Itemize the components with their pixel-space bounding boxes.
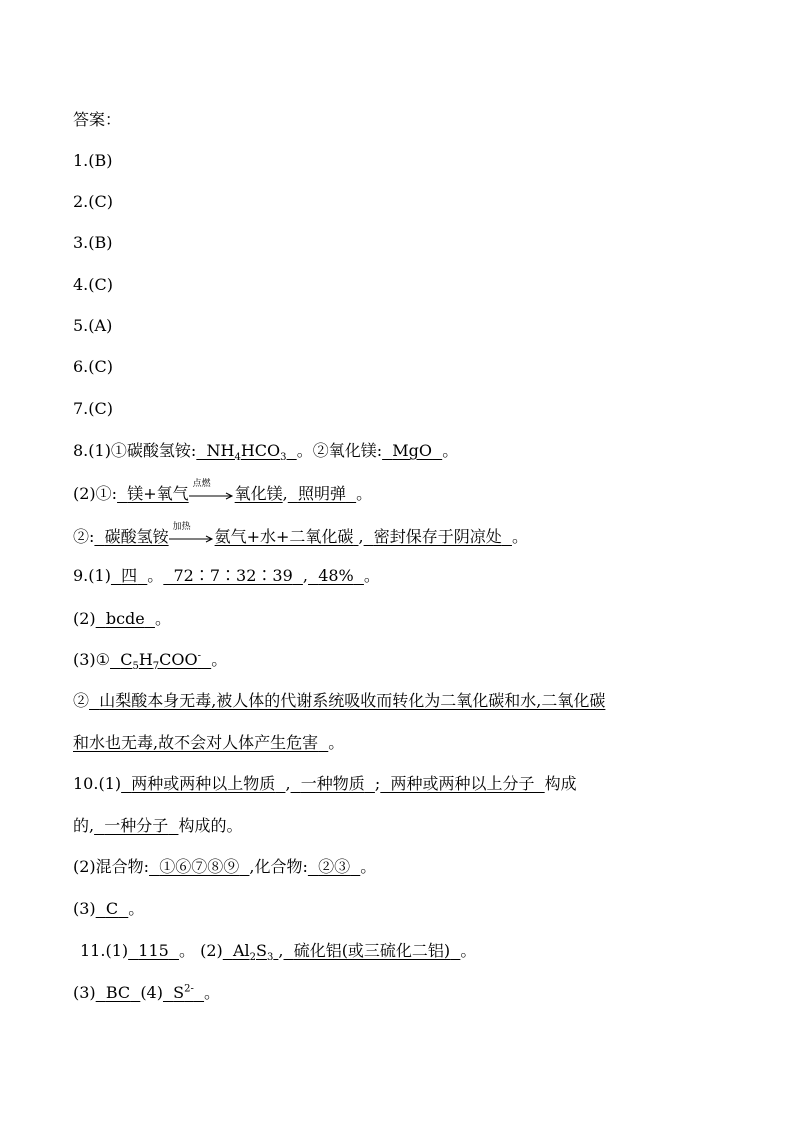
answer-blank: ①⑥⑦⑧⑨ <box>159 857 240 876</box>
answer-10-line-4 <box>73 899 144 919</box>
formula-blank: $C_5H_7COO^-$ <box>120 650 202 673</box>
text: 。 <box>360 857 377 876</box>
answer-blank: BC <box>105 983 131 1002</box>
answer-blank: $NH_4HCO_3$ <box>206 441 287 464</box>
answer-3: 3.(B) <box>73 233 113 252</box>
answer-blank: 和水也无毒,故不会对人体产生危害 <box>73 733 319 752</box>
answer-blank: 115 <box>138 941 169 960</box>
text: , <box>282 484 288 503</box>
answer-9-line-4 <box>73 691 605 711</box>
text: ; <box>374 774 381 793</box>
text: , <box>302 566 309 585</box>
text: 。 (2) <box>179 941 223 960</box>
answer-9-line-2 <box>73 609 171 629</box>
answer-blank: 山梨酸本身无毒,被人体的代谢系统吸收而转化为二氧化碳和水,二氧化碳 <box>99 691 606 710</box>
text: ②: <box>73 527 95 546</box>
text: 。 <box>356 484 373 503</box>
answer-11-line-1 <box>80 941 477 964</box>
text: ,化合物: <box>249 857 308 876</box>
text: (3) <box>73 983 96 1002</box>
answer-blank: 照明弹 <box>297 484 346 503</box>
answer-8-line-1 <box>73 441 459 464</box>
answer-blank: 72∶7∶32∶39 <box>173 566 293 585</box>
answer-9-line-3 <box>73 650 228 673</box>
text: , <box>358 527 364 546</box>
answer-8-line-2 <box>73 478 373 504</box>
answers-heading: 答案： <box>73 110 122 129</box>
answer-9-line-5 <box>73 733 344 753</box>
text: 构成的。 <box>178 816 243 835</box>
text: 。 <box>147 566 164 585</box>
reaction-condition: 点燃 <box>192 478 211 489</box>
formula-blank: $S^{2-}$ <box>173 983 194 1002</box>
answer-blank: 一种分子 <box>104 816 169 835</box>
text: 的, <box>73 816 95 835</box>
answer-10-line-2 <box>73 816 242 836</box>
answer-blank: 四 <box>121 566 138 585</box>
text: 。 <box>511 527 528 546</box>
text: (4) <box>140 983 163 1002</box>
answer-blank: ②③ <box>318 857 351 876</box>
answer-blank: 两种或两种以上物质 <box>131 774 276 793</box>
reaction-condition: 加热 <box>172 521 191 532</box>
answer-7: 7.(C) <box>73 399 113 418</box>
answer-8-line-3 <box>73 521 528 547</box>
text: 。 <box>154 609 171 628</box>
answer-1: 1.(B) <box>73 151 113 170</box>
text: 9.(1) <box>73 566 111 585</box>
text: 。②氧化镁: <box>296 441 383 460</box>
text: 。 <box>442 441 459 460</box>
text: 构成 <box>544 774 577 793</box>
text: 8.(1)①碳酸氢铵: <box>73 441 197 460</box>
answer-2: 2.(C) <box>73 192 113 211</box>
answer-blank: 硫化铝(或三硫化二铝) <box>293 941 451 960</box>
answer-blank: 密封保存于阴凉处 <box>373 527 502 546</box>
answer-blank: bcde <box>105 609 145 628</box>
text: (2) <box>73 609 96 628</box>
text: 。 <box>328 733 345 752</box>
answer-6: 6.(C) <box>73 357 113 376</box>
answer-10-line-1 <box>73 774 577 794</box>
text: (2)①: <box>73 484 118 503</box>
answer-blank: MgO <box>392 441 433 460</box>
answer-10-line-3 <box>73 857 376 877</box>
answer-blank: 一种物质 <box>300 774 365 793</box>
answer-blank: 两种或两种以上分子 <box>390 774 535 793</box>
reaction-arrow-icon <box>169 521 215 545</box>
text: 。 <box>363 566 380 585</box>
text: ② <box>73 691 90 710</box>
equation-blank: 镁+氧气 点燃 氧化镁 <box>127 478 283 503</box>
text: 。 <box>460 941 477 960</box>
text: (2)混合物: <box>73 857 150 876</box>
equation-blank: 碳酸氢铵 加热 氨气+水+二氧化碳 <box>104 521 354 546</box>
answer-4: 4.(C) <box>73 275 113 294</box>
answer-blank: C <box>105 899 119 918</box>
answer-11-line-2 <box>73 983 220 1003</box>
text: , <box>285 774 291 793</box>
text: (3)① <box>73 650 111 669</box>
text: 。 <box>211 650 228 669</box>
formula-blank: $Al_2S_3$ <box>232 941 274 964</box>
text: , <box>278 941 284 960</box>
answer-blank: 48% <box>318 566 354 585</box>
reaction-arrow-icon <box>189 478 235 502</box>
text: 10.(1) <box>73 774 122 793</box>
text: 11.(1) <box>80 941 129 960</box>
answer-9-line-1 <box>73 566 380 586</box>
answer-5: 5.(A) <box>73 316 113 335</box>
text: (3) <box>73 899 96 918</box>
text: 。 <box>128 899 145 918</box>
text: 。 <box>204 983 221 1002</box>
